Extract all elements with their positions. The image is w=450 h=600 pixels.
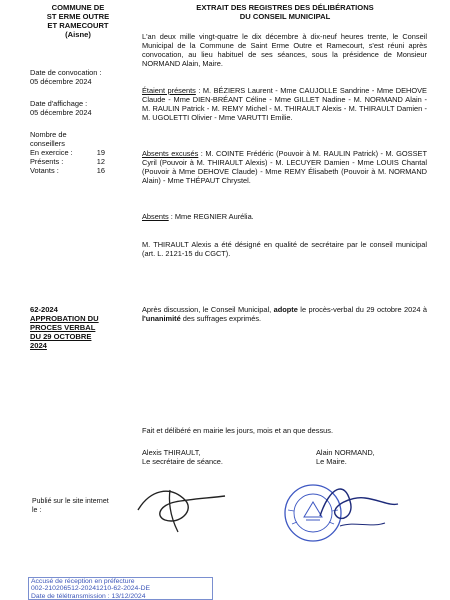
affichage-block — [30, 99, 120, 117]
deliberation-text-before: Après discussion, le Conseil Municipal, — [142, 305, 274, 314]
presents-text: : M. BÉZIERS Laurent - Mme CAUJOLLE Sandrine - Mme DEHOVE Claude - Mme DIEN-BRÉANT Céline - Mme GILLET Nadine - M. NORMAND Alain - M. RAULIN Patrick - M. REMY Michel - M. THIRAULT Alexis - M. THIRAULT Damien - M. UGOLETTI Olivier - Mme VARUTTI Emilie. — [142, 86, 427, 122]
document-title — [150, 3, 420, 21]
stamp-line-3: Date de télétransmission : 13/12/2024 — [31, 592, 146, 600]
publication-block — [32, 497, 109, 515]
prefecture-receipt-stamp — [28, 577, 213, 600]
deliberation-text-middle: le procès-verbal du 29 octobre 2024 à — [297, 305, 428, 314]
mayor-role: Le Maire. — [316, 457, 347, 466]
counts-title-2: conseillers — [30, 139, 65, 148]
stamp-line-1: Accusé de réception en préfecture — [31, 578, 135, 585]
mayor-name: Alain NORMAND, — [316, 448, 375, 457]
count-label: Présents : — [30, 157, 64, 166]
title-line-2: DU CONSEIL MUNICIPAL — [239, 12, 331, 21]
secretary-role: Le secrétaire de séance. — [142, 457, 223, 466]
excuses-text: : M. COINTE Frédéric (Pouvoir à M. RAULIN Patrick) - M. GOSSET Cyril (Pouvoir à M. THIRAULT Alexis) - M. LECUYER Damien - Mme LOUIS Chantal (Pouvoir à Mme DEHOVE Claude) - Mme REMY Élisabeth (Pouvoir à M. NORMAND Alain) - Mme THÉPAUT Chrystel. — [142, 149, 427, 185]
stamp-line-2: 002-210206512-20241210-62-2024-DE — [31, 585, 151, 593]
excuses-label: Absents excusés — [142, 149, 199, 158]
published-line-2: le : — [32, 507, 42, 514]
mayor-signature-block — [316, 448, 375, 466]
excuses-paragraph — [142, 149, 427, 185]
affichage-label: Date d'affichage : — [30, 99, 88, 108]
convocation-date: 05 décembre 2024 — [30, 77, 92, 86]
secretary-paragraph: M. THIRAULT Alexis a été désigné en qualité de secrétaire par le conseil municipal (art. L. 2121-15 du CGCT). — [142, 240, 427, 258]
count-value: 12 — [96, 157, 105, 166]
secretary-name: Alexis THIRAULT, — [142, 448, 201, 457]
convocation-label: Date de convocation : — [30, 68, 102, 77]
count-value: 19 — [96, 148, 105, 157]
intro-paragraph: L'an deux mille vingt-quatre le dix décembre à dix-neuf heures trente, le Conseil Municipal de la Commune de Saint Erme Outre et Ramecourt, s'est réuni après convocation, au lieu habituel de ses séances, sous la présidence de Monsieur NORMAND Alain, Maire. — [142, 32, 427, 68]
mayor-handwritten-signature — [310, 476, 400, 536]
commune-line-2: ST ERME OUTRE — [46, 12, 110, 21]
counts-block — [30, 130, 120, 175]
presents-label: Étaient présents — [142, 86, 196, 95]
count-label: Votants : — [30, 166, 59, 175]
published-line-1: Publié sur le site internet — [32, 498, 109, 505]
absents-label: Absents — [142, 212, 169, 221]
absents-text: : Mme REGNIER Aurélia. — [168, 212, 254, 221]
convocation-block — [30, 68, 120, 86]
commune-line-1: COMMUNE DE — [51, 3, 105, 12]
deliberation-number: 62-2024 — [30, 305, 58, 314]
deliberation-text — [142, 305, 427, 323]
counts-title-1: Nombre de — [30, 130, 67, 139]
unanimite-word: l'unanimité — [142, 314, 181, 323]
title-line-1: EXTRAIT DES REGISTRES DES DÉLIBÉRATIONS — [196, 3, 374, 12]
presents-paragraph — [142, 86, 427, 122]
affichage-date: 05 décembre 2024 — [30, 108, 92, 117]
count-row — [30, 148, 120, 157]
count-row — [30, 157, 120, 166]
secretary-handwritten-signature — [130, 470, 230, 535]
commune-line-3: ET RAMECOURT — [47, 21, 109, 30]
adopte-word: adopte — [273, 305, 298, 314]
count-row — [30, 166, 120, 175]
department: (Aisne) — [65, 30, 91, 39]
deliberation-text-after: des suffrages exprimés. — [180, 314, 262, 323]
secretary-signature-block — [142, 448, 223, 466]
deliberation-heading — [30, 305, 130, 350]
deliberation-title-3: DU 29 OCTOBRE — [30, 332, 92, 341]
deliberation-title-4: 2024 — [30, 341, 47, 350]
closing-line: Fait et délibéré en mairie les jours, mois et an que dessus. — [142, 426, 334, 435]
deliberation-title-1: APPROBATION DU — [30, 314, 99, 323]
absents-paragraph — [142, 212, 427, 221]
count-value: 16 — [96, 166, 105, 175]
deliberation-title-2: PROCES VERBAL — [30, 323, 96, 332]
commune-header — [28, 3, 128, 39]
count-label: En exercice : — [30, 148, 73, 157]
